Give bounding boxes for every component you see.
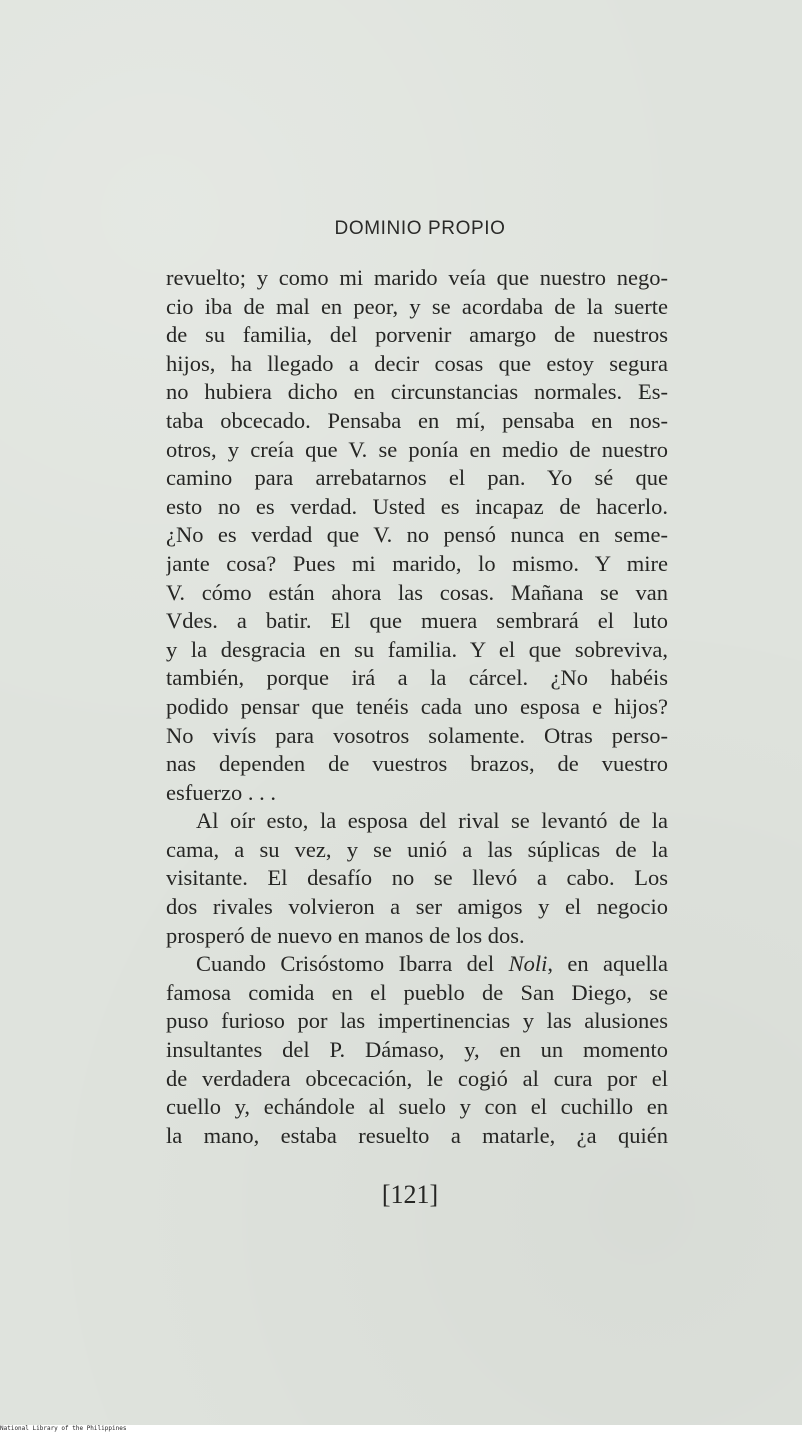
body-line: camino para arrebatarnos el pan. Yo sé que	[166, 465, 668, 491]
library-credit: National Library of the Philippines	[0, 1425, 802, 1433]
body-line: esto no es verdad. Usted es incapaz de hacerlo.	[166, 493, 668, 519]
body-line: de su familia, del porvenir amargo de nuestros	[166, 322, 668, 348]
body-line: y la desgracia en su familia. Y el que sobreviva,	[166, 636, 668, 662]
body-line: Vdes. a batir. El que muera sembrará el luto	[166, 608, 668, 634]
body-line: dos rivales volvieron a ser amigos y el negocio	[166, 894, 668, 920]
book-title-noli: Noli	[508, 951, 548, 977]
body-line: podido pensar que tenéis cada uno esposa e hijos?	[166, 693, 668, 719]
body-line: ¿No es verdad que V. no pensó nunca en seme-	[166, 522, 668, 548]
body-line: puso furioso por las impertinencias y las alusiones	[166, 1008, 668, 1034]
body-line: no hubiera dicho en circunstancias normales. Es-	[166, 379, 668, 405]
body-line: cio iba de mal en peor, y se acordaba de la suerte	[166, 293, 668, 319]
body-line: otros, y creía que V. se ponía en medio de nuestro	[166, 436, 668, 462]
running-head: DOMINIO PROPIO	[334, 218, 506, 239]
body-line: insultantes del P. Dámaso, y, en un momento	[166, 1037, 668, 1063]
body-line: también, porque irá a la cárcel. ¿No habéis	[166, 665, 668, 691]
body-line: No vivís para vosotros solamente. Otras perso-	[166, 722, 668, 748]
body-line: esfuerzo . . .	[166, 779, 276, 805]
body-line: de verdadera obcecación, le cogió al cura por el	[166, 1065, 668, 1091]
body-line: jante cosa? Pues mi marido, lo mismo. Y mire	[166, 550, 668, 576]
body-line: Al oír esto, la esposa del rival se levantó de la	[196, 808, 668, 834]
body-line: taba obcecado. Pensaba en mí, pensaba en nos-	[166, 407, 668, 433]
body-line: famosa comida en el pueblo de San Diego, se	[166, 979, 668, 1005]
body-line-part: Cuando Crisóstomo Ibarra del	[196, 951, 509, 977]
body-line: visitante. El desafío no se llevó a cabo. Los	[166, 865, 668, 891]
body-text	[166, 264, 668, 1150]
body-line: V. cómo están ahora las cosas. Mañana se van	[166, 579, 668, 605]
body-line: prosperó de nuevo en manos de los dos.	[166, 922, 525, 948]
body-line: nas dependen de vuestros brazos, de vuestro	[166, 751, 668, 777]
body-line: la mano, estaba resuelto a matarle, ¿a quién	[166, 1122, 668, 1148]
body-line: cama, a su vez, y se unió a las súplicas de la	[166, 836, 668, 862]
body-line: cuello y, echándole al suelo y con el cuchillo en	[166, 1094, 668, 1120]
body-line: revuelto; y como mi marido veía que nuestro nego-	[166, 265, 668, 290]
body-line: hijos, ha llegado a decir cosas que estoy segura	[166, 350, 668, 376]
body-line-part: , en aquella	[547, 951, 668, 977]
page-number: [121]	[381, 1180, 439, 1209]
body-line-mixed	[166, 950, 668, 979]
